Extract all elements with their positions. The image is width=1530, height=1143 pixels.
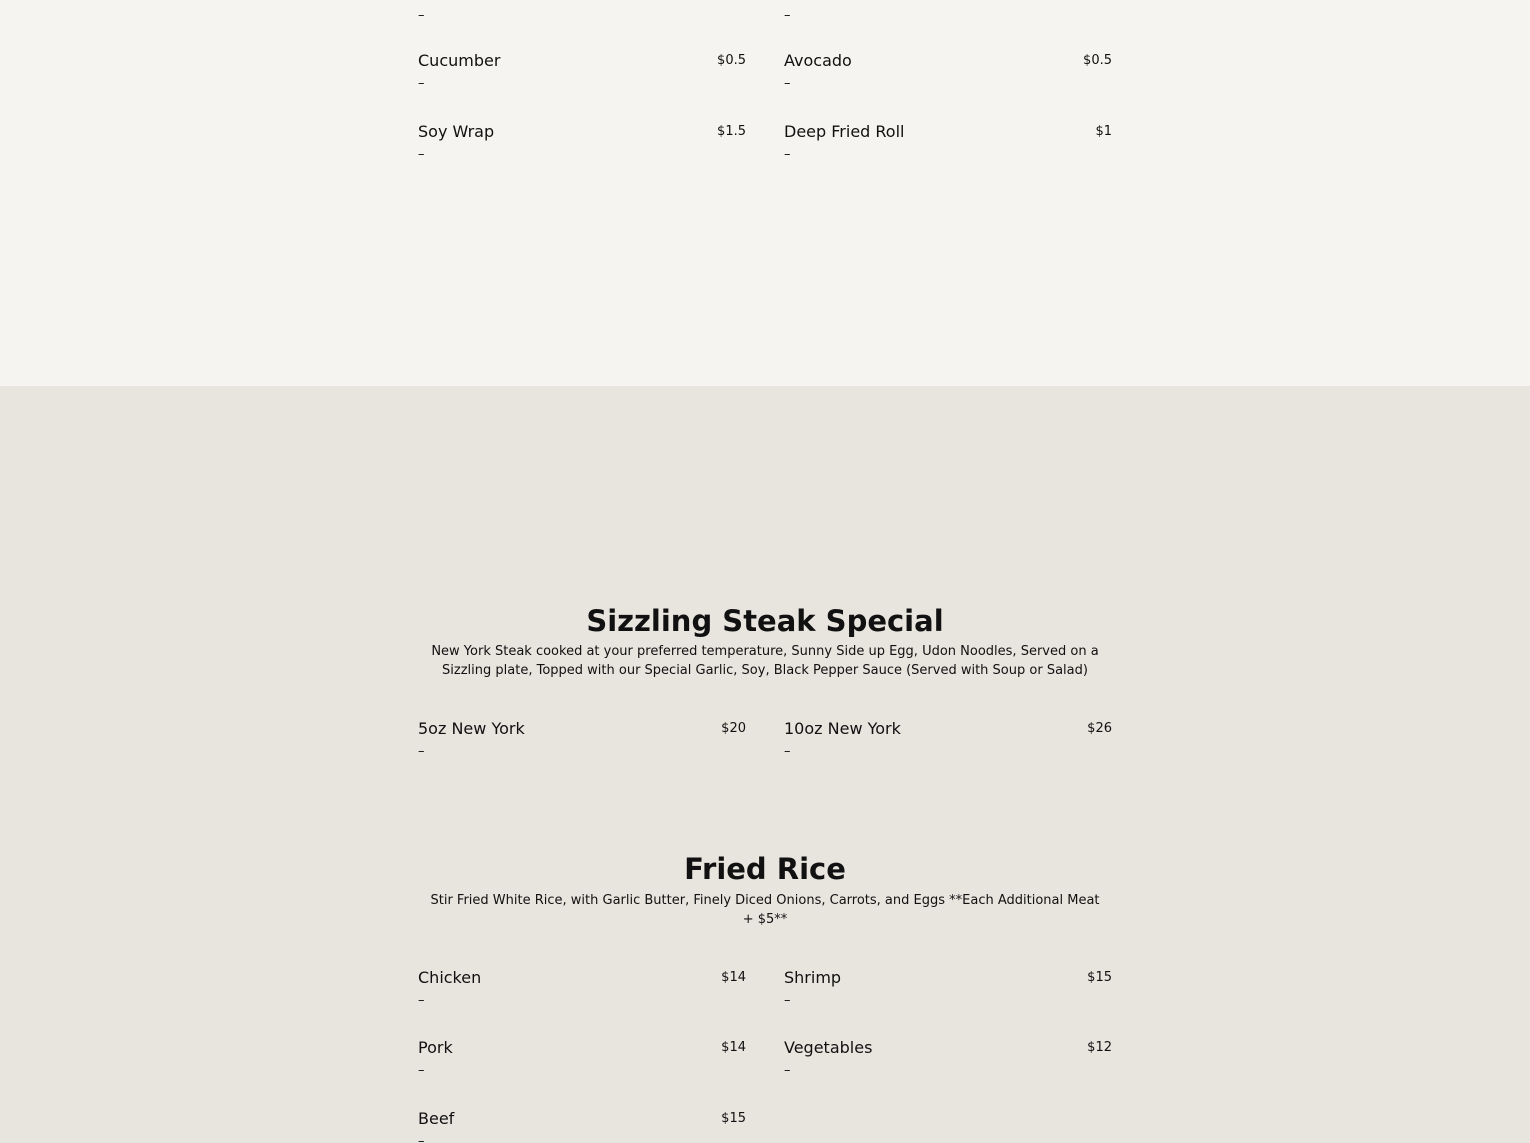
menu-item-desc: – (418, 76, 425, 91)
menu-item-price: $15 (1087, 970, 1112, 985)
mains-section (0, 386, 1530, 1143)
menu-item-name: Chicken (418, 968, 482, 987)
menu-item-price: $15 (721, 1111, 746, 1126)
menu-item-desc: – (784, 8, 791, 23)
menu-item-name: Pork (418, 1038, 453, 1057)
menu-item-price: $1.5 (717, 124, 746, 139)
menu-item-name: Shrimp (784, 968, 842, 987)
menu-item-price: $14 (721, 1040, 746, 1055)
menu-item-price: $14 (721, 970, 746, 985)
menu-item-price: $1 (1095, 124, 1112, 139)
menu-item-desc: – (418, 993, 425, 1008)
menu-item-name: Avocado (784, 51, 852, 70)
menu-item-desc: – (418, 1134, 425, 1143)
menu-item-name: 5oz New York (418, 719, 525, 738)
section-description-steak: New York Steak cooked at your preferred temperature, Sunny Side up Egg, Udon Noodles, Served on a Sizzling plate, Topped with our Special Garlic, Soy, Black Pepper Sauce (Served with Soup or Salad) (431, 644, 1099, 678)
menu-item-name: Soy Wrap (418, 122, 495, 141)
menu-item-desc: – (418, 1063, 425, 1078)
menu-item-desc: – (784, 1063, 791, 1078)
menu-item-price: $26 (1087, 721, 1112, 736)
menu-item-name: Cucumber (418, 51, 501, 70)
menu-item-name: 10oz New York (784, 719, 901, 738)
section-title-steak: Sizzling Steak Special (586, 604, 944, 638)
menu-item-price: $12 (1087, 1040, 1112, 1055)
section-title-fried-rice: Fried Rice (684, 852, 846, 886)
menu-item-desc: – (784, 76, 791, 91)
menu-item-name: Deep Fried Roll (784, 122, 905, 141)
menu-item-desc: – (784, 147, 791, 162)
menu-item-desc: – (784, 744, 791, 759)
menu-item-desc: – (418, 744, 425, 759)
menu-item-price: $20 (721, 721, 746, 736)
menu-item-partial-left (418, 4, 746, 24)
menu-item-price: $0.5 (717, 53, 746, 68)
menu-item-name: Vegetables (784, 1038, 873, 1057)
menu-item-partial-right (784, 4, 1112, 24)
section-description-fried-rice: Stir Fried White Rice, with Garlic Butter, Finely Diced Onions, Carrots, and Eggs **Each Additional Meat + $5** (430, 893, 1100, 927)
toppings-section (0, 0, 1530, 386)
menu-item-desc: – (418, 147, 425, 162)
menu-item-desc: – (784, 993, 791, 1008)
menu-item-name: Beef (418, 1109, 455, 1128)
menu-item-desc: – (418, 8, 425, 23)
menu-item-price: $0.5 (1083, 53, 1112, 68)
